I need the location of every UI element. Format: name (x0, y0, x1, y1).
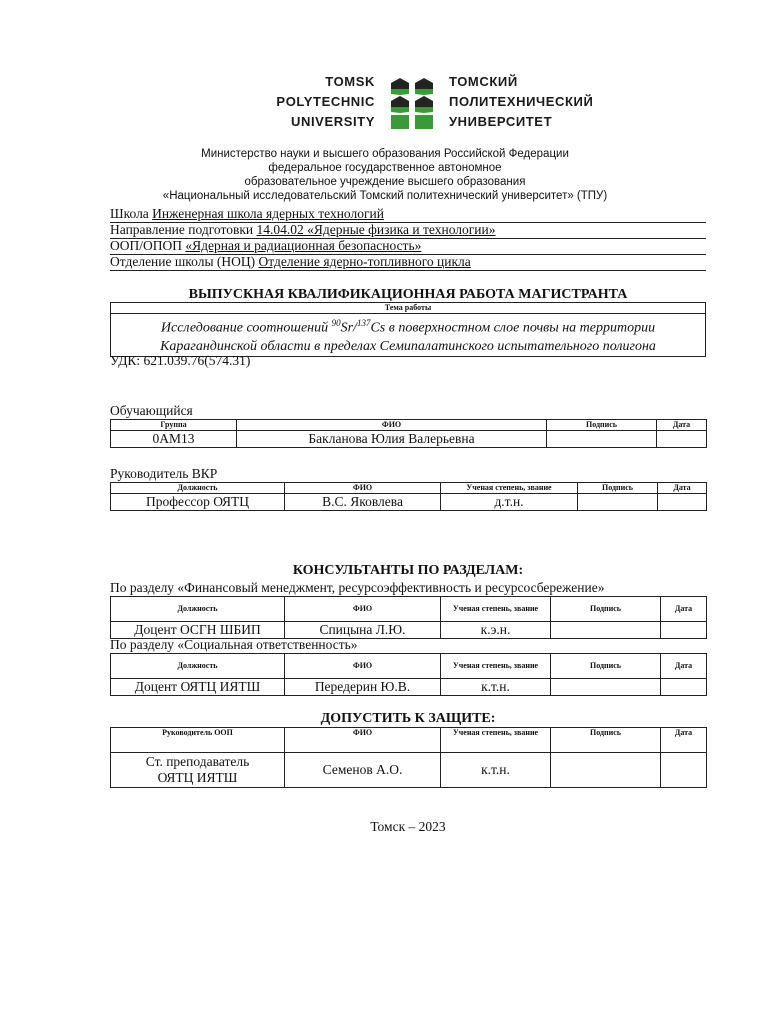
finance-section-label: По разделу «Финансовый менеджмент, ресурсоэффективность и ресурсосбережение» (110, 580, 605, 595)
admit-title: ДОПУСТИТЬ К ЗАЩИТЕ: (320, 711, 496, 726)
signature-cell (551, 622, 661, 639)
isotope-mass-sr: 90 (331, 318, 341, 328)
header-cell: ФИО (237, 420, 547, 431)
header-cell: ФИО (285, 483, 441, 494)
table-header-row (111, 420, 707, 431)
oop-value: «Ядерная и радиационная безопасность» (185, 238, 422, 253)
supervisor-name: В.С. Яковлева (285, 494, 441, 511)
department-value: Отделение ядерно-топливного цикла (258, 254, 471, 269)
logo-line: ПОЛИТЕХНИЧЕСКИЙ (449, 94, 594, 109)
header-cell: Подпись (551, 728, 661, 753)
logo-line: TOMSK (325, 74, 375, 89)
date-cell (658, 494, 707, 511)
admit-position-line: Ст. преподаватель (145, 754, 250, 769)
signature-cell (578, 494, 658, 511)
direction-line (110, 222, 706, 239)
header-cell: Ученая степень, звание (441, 483, 578, 494)
header-cell: Подпись (551, 597, 661, 622)
ministry-header (150, 147, 620, 203)
ministry-line: Министерство науки и высшего образования Российской Федерации (201, 148, 569, 160)
header-cell: ФИО (285, 597, 441, 622)
admit-name: Семенов А.О. (285, 753, 441, 788)
header-cell: Дата (661, 728, 707, 753)
finance-degree: к.э.н. (441, 622, 551, 639)
ministry-line: образовательное учреждение высшего образования (244, 176, 526, 188)
student-name: Бакланова Юлия Валерьевна (237, 431, 547, 448)
header-cell: Подпись (551, 654, 661, 679)
logo-line: УНИВЕРСИТЕТ (449, 114, 553, 129)
header-cell: Дата (661, 597, 707, 622)
supervisor-section-label: Руководитель ВКР (110, 466, 218, 481)
logo-text-russian (449, 72, 649, 132)
date-cell (661, 753, 707, 788)
admit-table (110, 727, 707, 788)
header-cell: Ученая степень, звание (441, 654, 551, 679)
admit-degree: к.т.н. (441, 753, 551, 788)
admit-position-line: ОЯТЦ ИЯТШ (157, 770, 238, 785)
table-header-row (111, 483, 707, 494)
element-sr: Sr/ (340, 320, 357, 336)
table-header-row (111, 597, 707, 622)
table-header-row (111, 728, 707, 753)
thesis-title: ВЫПУСКНАЯ КВАЛИФИКАЦИОННАЯ РАБОТА МАГИСТРАНТА (188, 287, 628, 302)
school-label: Школа (110, 206, 149, 221)
ministry-line: «Национальный исследовательский Томский политехнический университет» (ТПУ) (162, 190, 608, 202)
isotope-mass-cs: 137 (356, 318, 371, 328)
oop-line (110, 238, 706, 255)
table-header-row (111, 654, 707, 679)
header-cell: Дата (658, 483, 707, 494)
tpu-logo-icon (388, 75, 436, 131)
header-cell: Дата (657, 420, 707, 431)
city-year: Томск – 2023 (370, 819, 446, 834)
student-table (110, 419, 707, 448)
date-cell (657, 431, 707, 448)
admit-position (111, 753, 285, 788)
supervisor-table (110, 482, 707, 511)
header-cell: Должность (111, 483, 285, 494)
finance-position: Доцент ОСГН ШБИП (111, 622, 285, 639)
logo-line: ТОМСКИЙ (449, 74, 518, 89)
consultants-title: КОНСУЛЬТАНТЫ ПО РАЗДЕЛАМ: (292, 563, 524, 578)
logo-line: POLYTECHNIC (276, 94, 375, 109)
header-cell: Группа (111, 420, 237, 431)
header-cell: Дата (661, 654, 707, 679)
student-section-label: Обучающийся (110, 403, 193, 418)
supervisor-degree: д.т.н. (441, 494, 578, 511)
finance-name: Спицына Л.Ю. (285, 622, 441, 639)
date-cell (661, 622, 707, 639)
topic-line-1 (111, 314, 705, 338)
direction-label: Направление подготовки (110, 222, 254, 237)
supervisor-position: Профессор ОЯТЦ (111, 494, 285, 511)
topic-box (110, 302, 706, 357)
topic-label: Тема работы (111, 303, 705, 314)
header-cell: Подпись (547, 420, 657, 431)
logo-line: UNIVERSITY (290, 114, 375, 129)
department-line (110, 254, 706, 271)
udk: УДК: 621.039.76(574.31) (110, 353, 251, 368)
school-value: Инженерная школа ядерных технологий (152, 206, 384, 221)
header-cell: ФИО (285, 654, 441, 679)
social-degree: к.т.н. (441, 679, 551, 696)
header-cell: Ученая степень, звание (441, 597, 551, 622)
oop-label: ООП/ОПОП (110, 238, 182, 253)
header-cell: Ученая степень, звание (441, 728, 551, 753)
topic-text-pre: Исследование соотношений (160, 320, 332, 336)
social-section-label: По разделу «Социальная ответственность» (110, 637, 358, 652)
department-label: Отделение школы (НОЦ) (110, 254, 256, 269)
social-position: Доцент ОЯТЦ ИЯТШ (111, 679, 285, 696)
topic-text-post: Cs в поверхностном слое почвы на территории (370, 320, 656, 336)
direction-value: 14.04.02 «Ядерные физика и технологии» (256, 222, 496, 237)
ministry-line: федеральное государственное автономное (268, 162, 502, 174)
school-line (110, 206, 706, 223)
table-row (111, 494, 707, 511)
social-name: Передерин Ю.В. (285, 679, 441, 696)
table-row (111, 679, 707, 696)
signature-cell (551, 679, 661, 696)
date-cell (661, 679, 707, 696)
header-cell: Руководитель ООП (111, 728, 285, 753)
signature-cell (551, 753, 661, 788)
header-cell: ФИО (285, 728, 441, 753)
social-consultant-table (110, 653, 707, 696)
logo-text-english (240, 72, 375, 132)
table-row (111, 431, 707, 448)
header-cell: Подпись (578, 483, 658, 494)
table-row (111, 622, 707, 639)
header-cell: Должность (111, 654, 285, 679)
signature-cell (547, 431, 657, 448)
header-cell: Должность (111, 597, 285, 622)
table-row (111, 753, 707, 788)
finance-consultant-table (110, 596, 707, 639)
topic-line-2: Карагандинской области в пределах Семипалатинского испытательного полигона (160, 338, 656, 354)
student-group: 0АМ13 (111, 431, 237, 448)
